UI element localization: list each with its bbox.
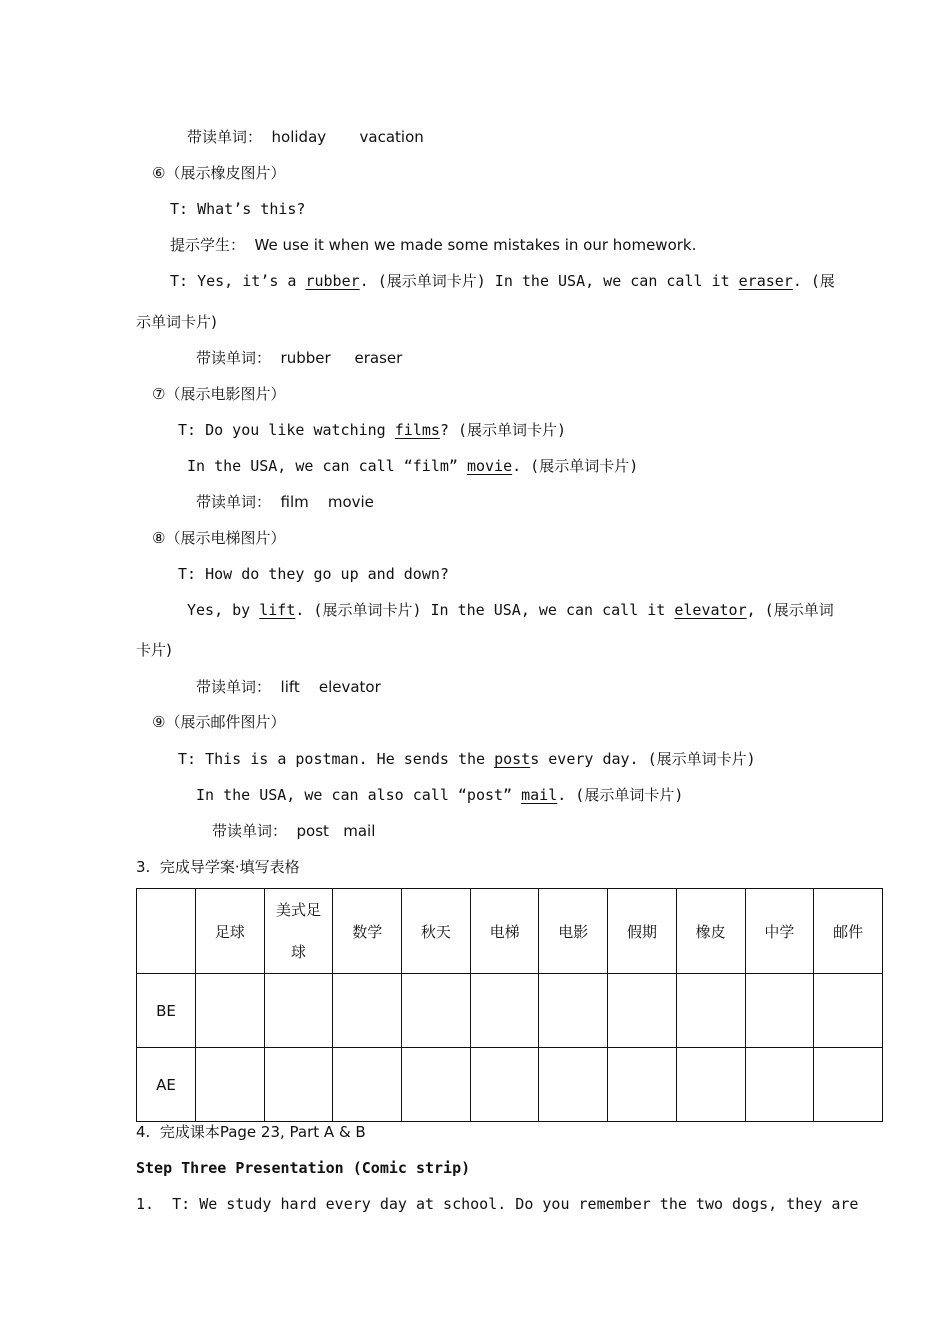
blank-cell[interactable] [470,1048,539,1122]
table-header-cell: 电影 [539,889,608,974]
vocab-word: eraser [738,272,793,290]
text: . (展示单词卡片) [557,786,684,804]
teacher-line [196,785,683,805]
vocab-word: films [394,421,440,439]
section-7-heading: ⑦（展示电影图片） [152,385,286,403]
text: In the USA, we can call “film” [187,457,467,475]
section-8-heading: ⑧（展示电梯图片） [152,529,286,547]
blank-cell[interactable] [196,974,265,1048]
blank-cell[interactable] [470,974,539,1048]
blank-cell[interactable] [676,974,745,1048]
table-header-row [137,889,883,974]
read-words: 带读单词： lift elevator [196,678,381,696]
table-header-cell: 秋天 [402,889,471,974]
table-row [137,974,883,1048]
teacher-line: T: How do they go up and down? [178,565,449,583]
vocabulary-table [136,888,883,1122]
blank-cell[interactable] [402,1048,471,1122]
vocab-word: lift [259,601,296,619]
blank-cell[interactable] [539,1048,608,1122]
blank-cell[interactable] [814,1048,883,1122]
text: Yes, by [187,601,260,619]
blank-cell[interactable] [264,974,333,1048]
blank-cell[interactable] [264,1048,333,1122]
blank-cell[interactable] [676,1048,745,1122]
blank-cell[interactable] [333,1048,402,1122]
blank-cell[interactable] [196,1048,265,1122]
vocab-word: mail [521,786,558,804]
line-continuation: 卡片) [136,641,172,659]
text: . (展 [792,272,835,290]
step-three-heading: Step Three Presentation (Comic strip) [136,1159,471,1177]
read-words: 带读单词： rubber eraser [196,349,403,367]
vocab-word: rubber [305,272,360,290]
vocab-word: movie [466,457,513,475]
vocab-word: post [494,750,531,768]
text: In the USA, we can also call “post” [196,786,522,804]
row-label: AE [137,1048,196,1122]
blank-cell[interactable] [539,974,608,1048]
item-1: 1. T: We study hard every day at school. Do you remember the two dogs, they are [136,1195,859,1213]
vocab-word: elevator [674,601,747,619]
row-label: BE [137,974,196,1048]
teacher-line [187,456,638,476]
blank-cell[interactable] [814,974,883,1048]
text: , (展示单词 [746,601,834,619]
text: s every day. (展示单词卡片) [530,750,756,768]
text: T: Yes, it’s a [170,272,306,290]
table-header-cell: 数学 [333,889,402,974]
blank-cell[interactable] [402,974,471,1048]
table-header-cell: 足球 [196,889,265,974]
item-4: 4. 完成课本Page 23, Part A & B [136,1123,366,1141]
text: . (展示单词卡片) In the USA, we can call it [295,601,675,619]
teacher-line: T: What’s this? [170,200,306,218]
teacher-line [170,271,835,291]
blank-cell[interactable] [745,974,814,1048]
item-3: 3. 完成导学案·填写表格 [136,858,300,876]
table-header-cell: 电梯 [470,889,539,974]
section-6-heading: ⑥（展示橡皮图片） [152,164,286,182]
student-hint: 提示学生： We use it when we made some mistakes in our homework. [170,236,697,254]
blank-cell[interactable] [608,974,677,1048]
section-9-heading: ⑨（展示邮件图片） [152,713,286,731]
line-continuation: 示单词卡片) [136,313,217,331]
blank-cell[interactable] [608,1048,677,1122]
header-text: 美式足球 [276,901,322,961]
table-header-cell: 假期 [608,889,677,974]
teacher-line [178,749,756,769]
table-header-cell: 橡皮 [676,889,745,974]
text: T: This is a postman. He sends the [178,750,495,768]
table-corner-cell [137,889,196,974]
table-header-cell: 邮件 [814,889,883,974]
table-header-cell [264,889,333,974]
read-holiday-vacation: 带读单词： holiday vacation [187,128,424,146]
blank-cell[interactable] [745,1048,814,1122]
teacher-line [187,600,834,620]
text: . (展示单词卡片) In the USA, we can call it [359,272,739,290]
read-words: 带读单词： film movie [196,493,374,511]
table-header-cell: 中学 [745,889,814,974]
text: ? (展示单词卡片) [439,421,567,439]
text: . (展示单词卡片) [512,457,639,475]
read-words: 带读单词： post mail [212,822,376,840]
teacher-line [178,420,566,440]
table-row [137,1048,883,1122]
blank-cell[interactable] [333,974,402,1048]
text: T: Do you like watching [178,421,395,439]
